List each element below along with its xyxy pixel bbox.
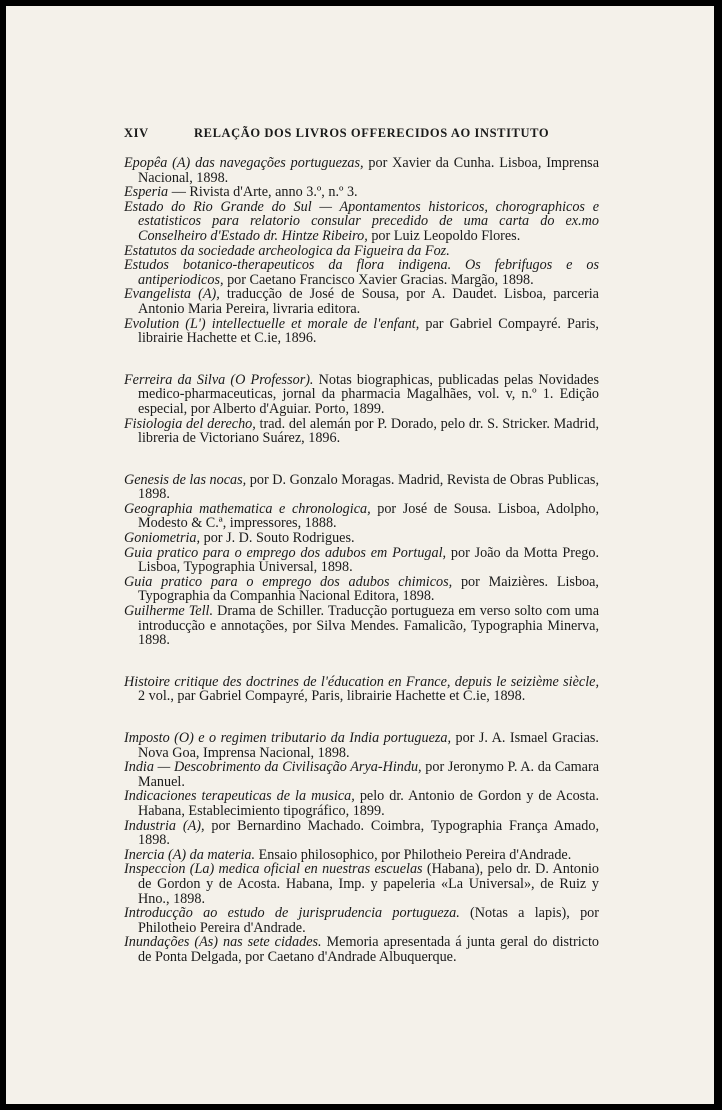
bibliography-entry <box>124 287 599 316</box>
book-page <box>6 6 714 1104</box>
bibliography-entry <box>124 317 599 346</box>
bibliography-entry <box>124 675 599 704</box>
entry-details: por José de Sousa. Lisboa, Adolpho, Modesto & C.ª, impressores, 1888. <box>138 500 600 532</box>
entry-details: por Jeronymo P. A. da Camara Manuel. <box>138 759 599 790</box>
bibliography-entry <box>124 789 599 818</box>
bibliography-entry <box>124 417 599 446</box>
entry-details: (Notas a lapis), por Philotheio Pereira d'Andrade. <box>138 905 599 936</box>
entry-title: Genesis de las nocas, <box>124 471 247 488</box>
entry-details: Memoria apresentada á junta geral do districto de Ponta Delgada, por Caetano d'Andrade Albuquerque. <box>138 934 599 965</box>
running-title: RELAÇÃO DOS LIVROS OFFERECIDOS AO INSTITUTO <box>194 126 550 140</box>
entry-details: por Luiz Leopoldo Flores. <box>367 227 521 244</box>
bibliography-list <box>124 156 599 965</box>
entry-details: pelo dr. Antonio de Gordon y de Acosta. Habana, Establecimiento tipográfico, 1899. <box>138 788 599 819</box>
entry-title: Inercia (A) da materia. <box>124 846 256 863</box>
entry-details: Notas biographicas, publicadas pelas Novidades medico-pharmaceuticas, jornal da pharmacia Magalhães, vol. v, n.º 1. Edição especial, por Alberto d'Aguiar. Porto, 1899. <box>138 371 599 417</box>
bibliography-entry <box>124 200 599 244</box>
entry-title: Industria (A), <box>124 817 205 834</box>
bibliography-entry <box>124 731 599 760</box>
entry-title: Estado do Rio Grande do Sul — Apontamentos historicos, chorographicos e estatisticos para relatorio consular precedido de uma carta do ex.mo Conselheiro d'Estado dr. Hintze Ribeiro, <box>124 198 599 244</box>
entry-title: Inspeccion (La) medica oficial en nuestras escuelas <box>124 861 423 878</box>
bibliography-entry <box>124 906 599 935</box>
entry-details: — Rivista d'Arte, anno 3.º, n.º 3. <box>168 184 358 201</box>
entry-title: Imposto (O) e o regimen tributario da India portugueza, <box>124 730 452 746</box>
entry-title: Indicaciones terapeuticas de la musica, <box>124 788 355 805</box>
bibliography-entry <box>124 185 599 200</box>
entry-title: Esperia <box>124 184 169 201</box>
entry-title: Inundações (As) nas sete cidades. <box>124 934 322 951</box>
entry-title: Evolution (L') intellectuelle et morale de l'enfant, <box>124 315 420 332</box>
page-number: XIV <box>124 126 149 140</box>
entry-title: Epopêa (A) das navegações portuguezas, <box>124 155 364 171</box>
bibliography-entry <box>124 373 599 417</box>
entry-details: por Caetano Francisco Xavier Gracias. Margão, 1898. <box>223 271 534 288</box>
entry-title: Geographia mathematica e chronologica, <box>124 500 371 517</box>
bibliography-entry <box>124 575 599 604</box>
entry-details: trad. del alemán por P. Dorado, pelo dr. S. Stricker. Madrid, libreria de Victoriano Suárez, 1896. <box>138 415 599 447</box>
entry-details: 2 vol., par Gabriel Compayré, Paris, librairie Hachette et C.ie, 1898. <box>138 688 526 705</box>
bibliography-entry <box>124 819 599 848</box>
bibliography-entry <box>124 156 599 185</box>
bibliography-entry <box>124 760 599 789</box>
entry-title: Goniometria, <box>124 530 201 547</box>
bibliography-entry <box>124 862 599 906</box>
entry-details: (Habana), pelo dr. D. Antonio de Gordon y de Acosta. Habana, Imp. y papeleria «La Universal», de Ruiz y Hno., 1898. <box>138 861 599 907</box>
entry-details: por Maizières. Lisboa, Typographia da Companhia Nacional Editora, 1898. <box>138 573 599 605</box>
entry-details: por Bernardino Machado. Coimbra, Typographia França Amado, 1898. <box>138 817 599 849</box>
entry-details: Drama de Schiller. Traducção portugueza em verso solto com uma introducção e annotações, por Silva Mendes. Famalicão, Typographia Minerva, 1898. <box>138 603 599 649</box>
entry-title: Guilherme Tell. <box>124 603 214 620</box>
entry-title: Guia pratico para o emprego dos adubos em Portugal, <box>124 544 447 561</box>
entry-details: Ensaio philosophico, por Philotheio Pereira d'Andrade. <box>255 846 572 863</box>
bibliography-entry <box>124 531 599 546</box>
entry-details: por Xavier da Cunha. Lisboa, Imprensa Nacional, 1898. <box>138 155 599 186</box>
bibliography-entry <box>124 604 599 648</box>
entry-details: por J. A. Ismael Gracias. Nova Goa, Imprensa Nacional, 1898. <box>138 730 599 761</box>
letter-section-gap <box>124 446 599 473</box>
entry-title: Estatutos da sociedade archeologica da Figueira da Foz. <box>124 242 450 259</box>
bibliography-entry <box>124 848 599 863</box>
entry-title: Introducção ao estudo de jurisprudencia portugueza. <box>124 905 460 922</box>
letter-section-gap <box>124 704 599 731</box>
entry-details: par Gabriel Compayré. Paris, librairie Hachette et C.ie, 1896. <box>138 315 599 347</box>
entry-title: Ferreira da Silva (O Professor). <box>124 371 314 388</box>
bibliography-entry <box>124 258 599 287</box>
running-header <box>124 126 554 141</box>
entry-title: Guia pratico para o emprego dos adubos chimicos, <box>124 573 453 590</box>
entry-details: traducção de José de Sousa, por A. Daudet. Lisboa, parceria Antonio Maria Pereira, livraria editora. <box>138 286 599 317</box>
entry-title: Histoire critique des doctrines de l'éducation en France, depuis le seizième siècle, <box>124 673 599 690</box>
entry-title: Fisiologia del derecho, <box>124 415 256 432</box>
bibliography-entry <box>124 546 599 575</box>
bibliography-entry <box>124 935 599 964</box>
bibliography-entry <box>124 244 599 259</box>
entry-details: por João da Motta Prego. Lisboa, Typographia Universal, 1898. <box>138 544 599 576</box>
letter-section-gap <box>124 648 599 675</box>
entry-title: Estudos botanico-therapeuticos da flora indigena. Os febrifugos e os antiperiodicos, <box>124 257 599 288</box>
entry-details: por D. Gonzalo Moragas. Madrid, Revista de Obras Publicas, 1898. <box>138 471 599 503</box>
bibliography-entry <box>124 473 599 502</box>
bibliography-entry <box>124 502 599 531</box>
letter-section-gap <box>124 346 599 373</box>
entry-title: India — Descobrimento da Civilisação Arya-Hindu, <box>124 759 422 776</box>
entry-title: Evangelista (A), <box>124 286 220 303</box>
entry-details: por J. D. Souto Rodrigues. <box>200 530 355 547</box>
